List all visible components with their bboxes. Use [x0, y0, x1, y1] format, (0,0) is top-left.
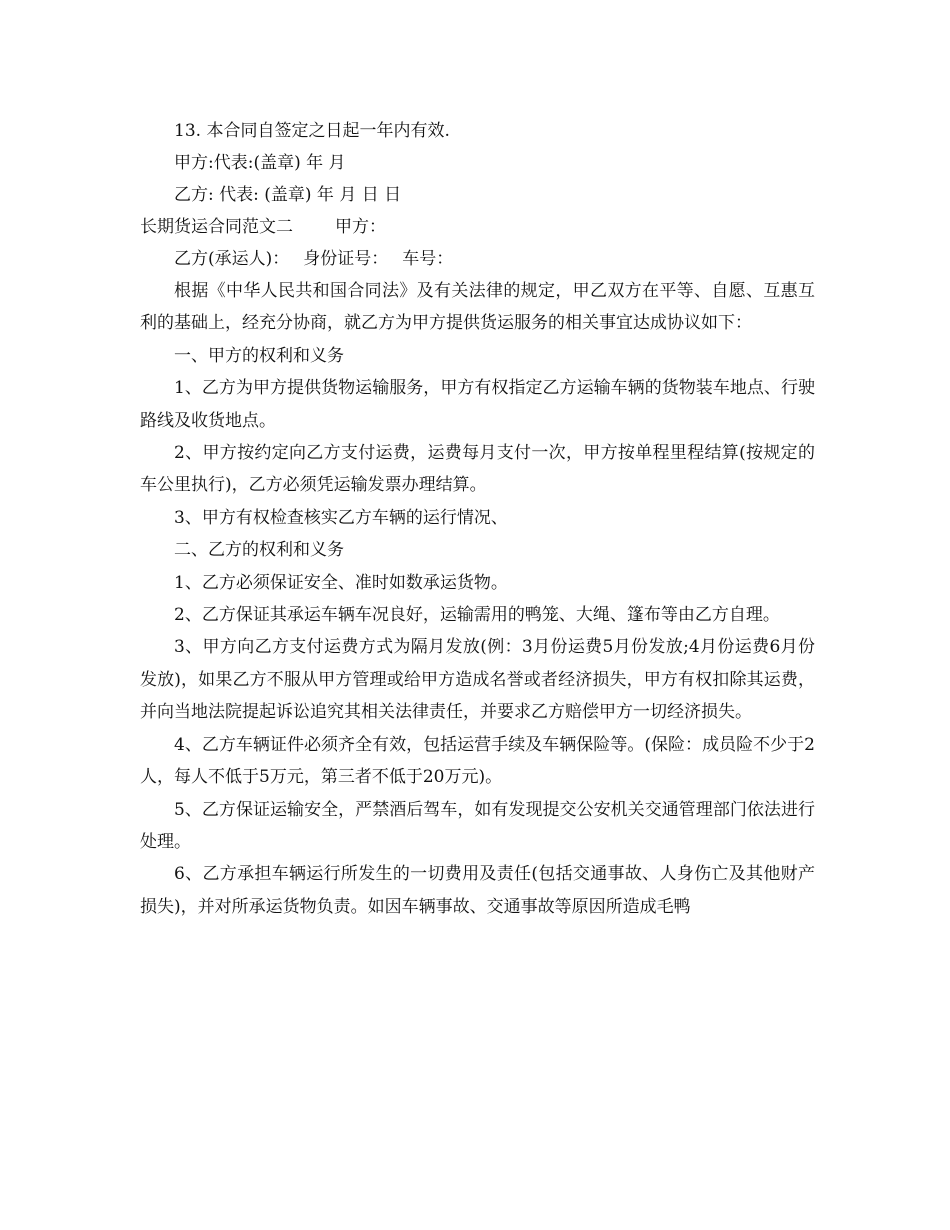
contract-title: 长期货运合同范文二 — [140, 217, 293, 237]
party-b-clause-2: 2、乙方保证其承运车辆车况良好，运输需用的鸭笼、大绳、篷布等由乙方自理。 — [174, 605, 780, 626]
party-b-carrier-label: 乙方(承运人)： — [174, 249, 290, 269]
contract-heading-line — [140, 211, 815, 243]
section-heading-party-b: 二、乙方的权利和义务 — [174, 540, 344, 561]
section-heading-party-a: 一、甲方的权利和义务 — [174, 345, 344, 366]
party-a-signature-line: 甲方:代表:(盖章) 年 月 — [174, 153, 346, 173]
party-a-clause-1: 1、乙方为甲方提供货物运输服务，甲方有权指定乙方运输车辆的货物装车地点、行驶路线及收货地点。 — [140, 378, 815, 431]
party-b-clause-3: 3、甲方向乙方支付运费方式为隔月发放(例：3月份运费5月份发放;4月份运费6月份发放)，如果乙方不服从甲方管理或给甲方造成名誉或者经济损失，甲方有权扣除其运费，并向当地法院提起诉讼追究其相关法律责任，并要求乙方赔偿甲方一切经济损失。 — [140, 637, 815, 723]
party-b-info-line — [140, 243, 815, 275]
party-b-signature-line: 乙方: 代表: (盖章) 年 月 日 日 — [174, 185, 402, 205]
id-number-label: 身份证号： — [303, 249, 389, 269]
party-a-clause-2: 2、甲方按约定向乙方支付运费，运费每月支付一次，甲方按单程里程结算(按规定的车公里执行)，乙方必须凭运输发票办理结算。 — [140, 443, 815, 496]
party-b-clause-6: 6、乙方承担车辆运行所发生的一切费用及责任(包括交通事故、人身伤亡及其他财产损失)，并对所承运货物负责。如因车辆事故、交通事故等原因所造成毛鸭 — [140, 864, 815, 917]
party-b-clause-5: 5、乙方保证运输安全，严禁酒后驾车，如有发现提交公安机关交通管理部门依法进行处理。 — [140, 799, 815, 852]
plate-number-label: 车号： — [402, 249, 454, 269]
party-b-clause-1: 1、乙方必须保证安全、准时如数承运货物。 — [174, 572, 508, 593]
party-a-clause-3: 3、甲方有权检查核实乙方车辆的运行情况、 — [174, 507, 508, 528]
party-b-clause-4: 4、乙方车辆证件必须齐全有效，包括运营手续及车辆保险等。(保险：成员险不少于2人，每人不低于5万元，第三者不低于20万元)。 — [140, 734, 815, 788]
document-body — [140, 115, 815, 923]
party-a-label: 甲方： — [335, 217, 386, 237]
preamble-paragraph: 根据《中华人民共和国合同法》及有关法律的规定，甲乙双方在平等、自愿、互惠互利的基础上，经充分协商，就乙方为甲方提供货运服务的相关事宜达成协议如下： — [140, 281, 815, 334]
clause-13-line: 13. 本合同自签定之日起一年内有效. — [174, 121, 450, 141]
